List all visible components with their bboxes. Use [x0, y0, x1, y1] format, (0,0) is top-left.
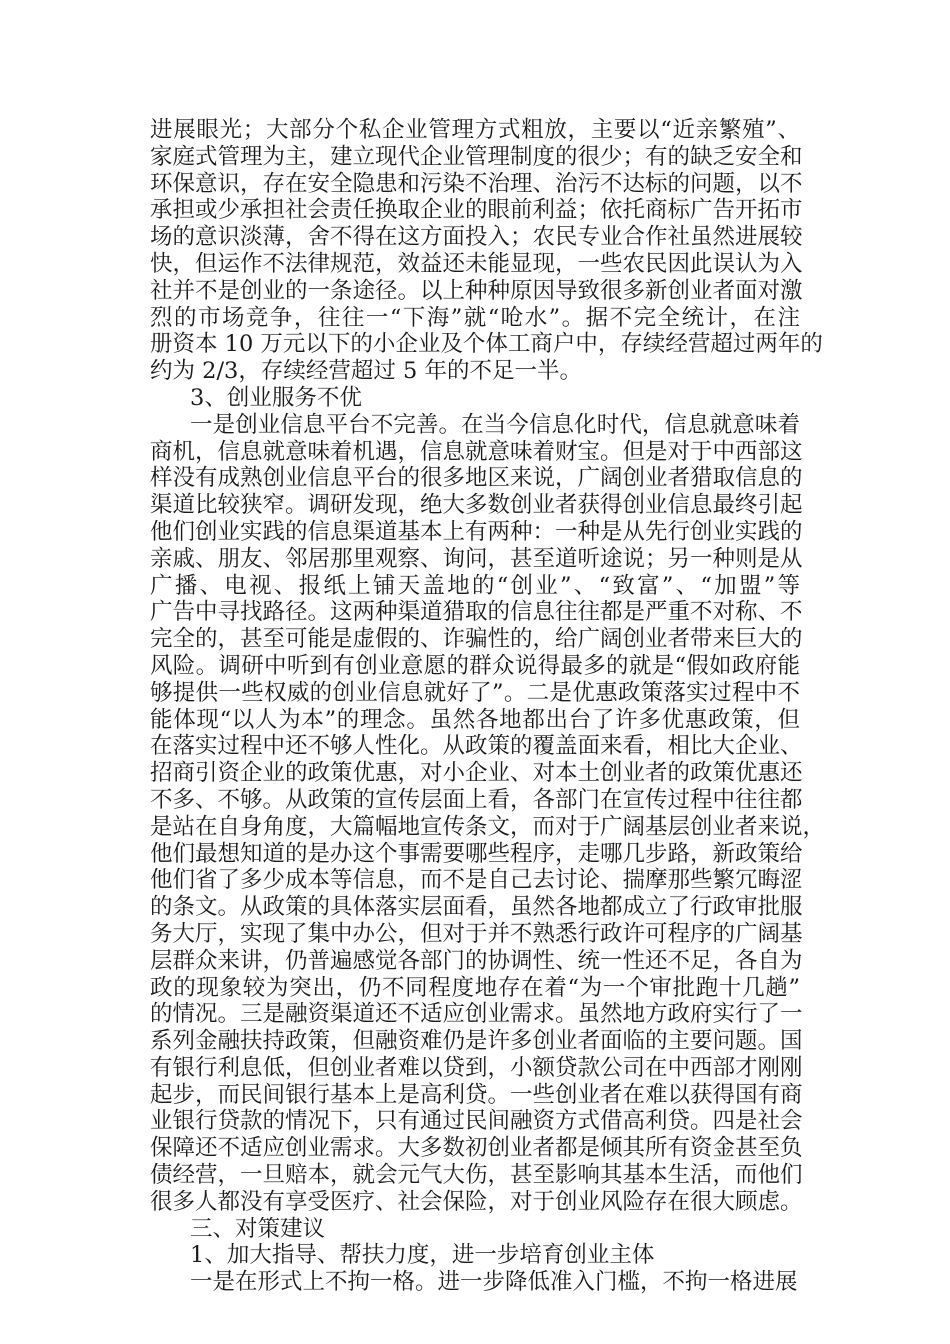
text-line: 系列金融扶持政策，但融资难仍是许多创业者面临的主要问题。国 — [150, 1028, 803, 1055]
document-page — [150, 117, 826, 1296]
text-line: 不多、不够。从政策的宣传层面上看，各部门在宣传过程中往往都 — [150, 786, 803, 813]
text-line: 起步，而民间银行基本上是高利贷。一些创业者在难以获得国有商 — [150, 1081, 803, 1108]
text-line: 烈的市场竞争，往往一“下海”就“呛水”。据不完全统计，在注 — [150, 304, 800, 331]
text-line: 场的意识淡薄，舍不得在这方面投入；农民专业合作社虽然进展较 — [150, 224, 803, 251]
text-line: 样没有成熟创业信息平台的很多地区来说，广阔创业者猎取信息的 — [150, 465, 803, 492]
text-line: 广告中寻找路径。这两种渠道猎取的信息往往都是严重不对称、不 — [150, 599, 803, 626]
paragraph — [150, 1269, 800, 1296]
text-line: 在落实过程中还不够人性化。从政策的覆盖面来看，相比大企业、 — [150, 733, 803, 760]
text-line: 完全的，甚至可能是虚假的、诈骗性的，给广阔创业者带来巨大的 — [150, 626, 803, 653]
text-line: 3、创业服务不优 — [190, 384, 362, 411]
text-line: 亲戚、朋友、邻居那里观察、询问，甚至道听途说；另一种则是从 — [150, 545, 803, 572]
text-line: 够提供一些权威的创业信息就好了”。二是优惠政策落实过程中不 — [150, 679, 800, 706]
section-heading — [150, 385, 800, 412]
text-line: 一是创业信息平台不完善。在当今信息化时代，信息就意味着 — [190, 411, 800, 438]
text-line: 社并不是创业的一条途径。以上种种原因导致很多新创业者面对激 — [150, 277, 803, 304]
text-line: 是站在自身角度，大篇幅地宣传条文，而对于广阔基层创业者来说， — [150, 813, 826, 840]
text-line: 务大厅，实现了集中办公，但对于并不熟悉行政许可程序的广阔基 — [150, 920, 803, 947]
text-line: 招商引资企业的政策优惠，对小企业、对本土创业者的政策优惠还 — [150, 760, 803, 787]
text-line: 三、对策建议 — [190, 1215, 326, 1242]
text-line: 政的现象较为突出，仍不同程度地存在着“为一个审批跑十几趟” — [150, 974, 800, 1001]
text-line: 债经营，一旦赔本，就会元气大伤，甚至影响其基本生活，而他们 — [150, 1162, 803, 1189]
text-line: 快，但运作不法律规范，效益还未能显现，一些农民因此误认为入 — [150, 250, 803, 277]
text-line: 环保意识，存在安全隐患和污染不治理、治污不达标的问题，以不 — [150, 170, 803, 197]
text-line: 能体现“以人为本”的理念。虽然各地都出台了许多优惠政策，但 — [150, 706, 800, 733]
text-line: 1、加大指导、帮扶力度，进一步培育创业主体 — [190, 1242, 655, 1269]
text-line: 层群众来讲，仍普遍感觉各部门的协调性、统一性还不足，各自为 — [150, 947, 803, 974]
section-heading — [150, 1216, 800, 1243]
text-line: 广播、电视、报纸上铺天盖地的“创业”、“致富”、“加盟”等 — [150, 572, 800, 599]
paragraph — [150, 117, 823, 385]
text-line: 进展眼光；大部分个私企业管理方式粗放，主要以“近亲繁殖”、 — [150, 117, 800, 143]
text-line: 保障还不适应创业需求。大多数初创业者都是倾其所有资金甚至负 — [150, 1135, 803, 1162]
paragraph — [150, 411, 826, 1216]
text-line: 他们省了多少成本等信息，而不是自己去讨论、揣摩那些繁冗晦涩 — [150, 867, 803, 894]
text-line: 有银行利息低，但创业者难以贷到，小额贷款公司在中西部才刚刚 — [150, 1054, 803, 1081]
text-line: 的条文。从政策的具体落实层面看，虽然各地都成立了行政审批服 — [150, 894, 803, 921]
text-line: 很多人都没有享受医疗、社会保险，对于创业风险存在很大顾虑。 — [150, 1188, 803, 1215]
text-line: 他们最想知道的是办这个事需要哪些程序，走哪几步路，新政策给 — [150, 840, 803, 867]
text-line: 渠道比较狭窄。调研发现，绝大多数创业者获得创业信息最终引起 — [150, 492, 803, 519]
text-line: 一是在形式上不拘一格。进一步降低准入门槛，不拘一格进展 — [190, 1269, 798, 1296]
text-line: 业银行贷款的情况下，只有通过民间融资方式借高利贷。四是社会 — [150, 1108, 803, 1135]
text-line: 商机，信息就意味着机遇，信息就意味着财宝。但是对于中西部这 — [150, 438, 803, 465]
text-line: 的情况。三是融资渠道还不适应创业需求。虽然地方政府实行了一 — [150, 1001, 803, 1028]
text-line: 册资本 10 万元以下的小企业及个体工商户中，存续经营超过两年的 — [150, 331, 823, 358]
document-body — [150, 117, 826, 1296]
section-heading — [150, 1242, 800, 1269]
text-line: 他们创业实践的信息渠道基本上有两种：一种是从先行创业实践的 — [150, 518, 803, 545]
text-line: 约为 2/3，存续经营超过 5 年的不足一半。 — [150, 358, 582, 385]
text-line: 承担或少承担社会责任换取企业的眼前利益；依托商标广告开拓市 — [150, 197, 803, 224]
text-line: 家庭式管理为主，建立现代企业管理制度的很少；有的缺乏安全和 — [150, 143, 803, 170]
text-line: 风险。调研中听到有创业意愿的群众说得最多的就是“假如政府能 — [150, 652, 800, 679]
